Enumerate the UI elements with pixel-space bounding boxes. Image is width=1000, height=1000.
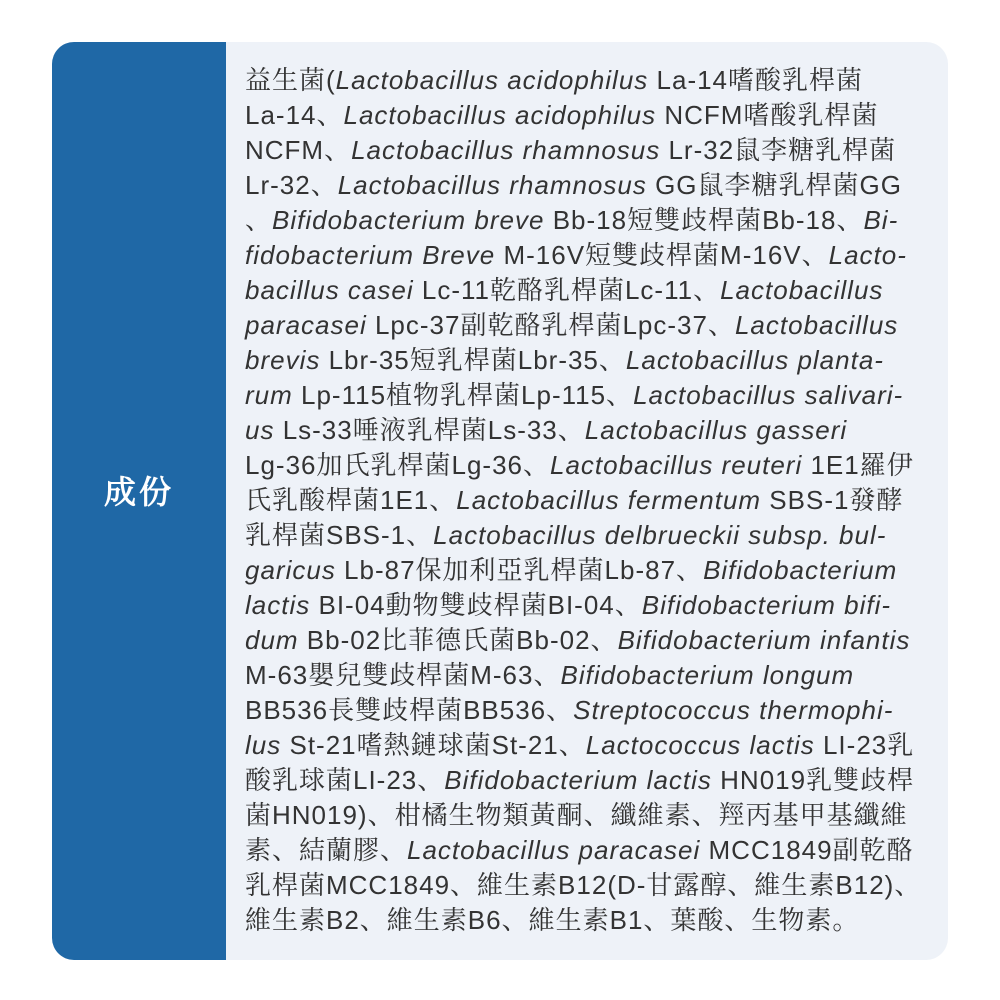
ingredient-line — [245, 693, 936, 728]
ingredient-line — [245, 798, 936, 833]
ingredient-scientific-name: Lactobacillus rhamnosus — [351, 135, 661, 165]
ingredient-line — [245, 903, 936, 938]
ingredient-text: 菌HN019)、柑橘生物類黃酮、纖維素、羥丙基甲基纖維 — [245, 800, 908, 830]
ingredient-scientific-name: Lactobacillus rhamnosus — [337, 170, 647, 200]
ingredient-line — [245, 203, 936, 238]
ingredient-text: M-63嬰兒雙歧桿菌M-63、 — [245, 660, 561, 690]
ingredient-text: NCFM、 — [245, 135, 352, 165]
ingredient-scientific-name: Lactobacillus — [720, 275, 884, 305]
ingredient-scientific-name: Lactobacillus — [734, 310, 899, 340]
ingredient-scientific-name: Bifidobacterium longum — [560, 660, 855, 690]
ingredient-text: BB536長雙歧桿菌BB536、 — [245, 695, 574, 725]
label-panel — [52, 42, 226, 960]
ingredient-line — [245, 133, 936, 168]
ingredient-scientific-name: Bifidobacterium bifi- — [641, 590, 892, 620]
ingredient-text: 維生素B2、維生素B6、維生素B1、葉酸、生物素。 — [245, 905, 860, 935]
ingredient-text: MCC1849副乾酪 — [700, 835, 914, 865]
ingredient-line — [245, 343, 936, 378]
ingredient-line — [245, 238, 936, 273]
ingredient-scientific-name: Bi- — [863, 205, 899, 235]
ingredient-text: 素、結蘭膠、 — [245, 835, 408, 865]
ingredient-scientific-name: Lactobacillus salivari- — [633, 380, 904, 410]
ingredient-text: 酸乳球菌LI-23、 — [245, 765, 445, 795]
ingredient-text: 益生菌( — [245, 65, 336, 95]
ingredient-scientific-name: garicus — [245, 555, 336, 585]
ingredient-text: Bb-02比菲德氏菌Bb-02、 — [298, 625, 618, 655]
ingredient-line — [245, 168, 936, 203]
ingredient-text: Lc-11乾酪乳桿菌Lc-11、 — [413, 275, 721, 305]
ingredient-text: Bb-18短雙歧桿菌Bb-18、 — [544, 205, 864, 235]
ingredient-text: Lr-32、 — [245, 170, 338, 200]
ingredient-scientific-name: Lactobacillus acidophilus — [343, 100, 657, 130]
ingredient-scientific-name: paracasei — [245, 310, 367, 340]
ingredient-scientific-name: Lactobacillus reuteri — [550, 450, 803, 480]
ingredient-text: SBS-1發酵 — [761, 485, 904, 515]
ingredient-scientific-name: rum — [245, 380, 293, 410]
ingredient-card — [52, 42, 948, 960]
ingredient-line — [245, 833, 936, 868]
ingredients-panel — [226, 42, 948, 960]
ingredient-scientific-name: Streptococcus thermophi- — [573, 695, 894, 725]
ingredient-scientific-name: us — [245, 415, 275, 445]
ingredient-text: Lbr-35短乳桿菌Lbr-35、 — [320, 345, 626, 375]
ingredient-text: La-14、 — [245, 100, 344, 130]
ingredient-line — [245, 378, 936, 413]
ingredient-text: 乳桿菌SBS-1、 — [245, 520, 434, 550]
ingredient-scientific-name: Lactobacillus paracasei — [407, 835, 701, 865]
ingredient-line — [245, 308, 936, 343]
ingredient-line — [245, 448, 936, 483]
ingredient-text: Lpc-37副乾酪乳桿菌Lpc-37、 — [366, 310, 735, 340]
section-label: 成份 — [103, 474, 174, 510]
ingredient-scientific-name: Bifidobacterium lactis — [444, 765, 712, 795]
ingredient-scientific-name: fidobacterium Breve — [245, 240, 496, 270]
ingredient-scientific-name: brevis — [245, 345, 321, 375]
ingredient-text: 1E1羅伊 — [802, 450, 914, 480]
ingredient-text: BI-04動物雙歧桿菌BI-04、 — [310, 590, 642, 620]
ingredient-scientific-name: Lactobacillus delbrueckii subsp. bul- — [433, 520, 887, 550]
ingredient-scientific-name: Lactobacillus planta- — [625, 345, 884, 375]
ingredient-text: St-21嗜熱鏈球菌St-21、 — [281, 730, 586, 760]
ingredient-text: La-14嗜酸乳桿菌 — [648, 65, 864, 95]
ingredient-scientific-name: Lactococcus lactis — [585, 730, 815, 760]
ingredient-text: M-16V短雙歧桿菌M-16V、 — [495, 240, 829, 270]
ingredient-scientific-name: Bifidobacterium — [703, 555, 898, 585]
ingredient-scientific-name: bacillus casei — [245, 275, 414, 305]
ingredient-scientific-name: lus — [245, 730, 282, 760]
ingredient-text: Lp-115植物乳桿菌Lp-115、 — [292, 380, 634, 410]
ingredient-line — [245, 728, 936, 763]
ingredient-scientific-name: dum — [245, 625, 299, 655]
ingredient-scientific-name: Lacto- — [828, 240, 907, 270]
ingredient-line — [245, 483, 936, 518]
ingredient-line — [245, 518, 936, 553]
ingredient-text: HN019乳雙歧桿 — [711, 765, 915, 795]
ingredient-scientific-name: Bifidobacterium infantis — [617, 625, 911, 655]
ingredient-text: 乳桿菌MCC1849、維生素B12(D-甘露醇、維生素B12)、 — [245, 870, 922, 900]
ingredient-scientific-name: Lactobacillus acidophilus — [335, 65, 649, 95]
ingredient-text: Lr-32鼠李糖乳桿菌 — [660, 135, 897, 165]
ingredient-line — [245, 553, 936, 588]
ingredient-text: LI-23乳 — [814, 730, 915, 760]
ingredient-scientific-name: Bifidobacterium breve — [272, 205, 545, 235]
ingredient-text: 、 — [245, 205, 273, 235]
ingredient-scientific-name: lactis — [245, 590, 311, 620]
ingredient-scientific-name: Lactobacillus gasseri — [584, 415, 848, 445]
ingredient-text: Ls-33唾液乳桿菌Ls-33、 — [274, 415, 585, 445]
ingredient-line — [245, 658, 936, 693]
ingredient-line — [245, 763, 936, 798]
ingredient-text: GG鼠李糖乳桿菌GG — [646, 170, 902, 200]
ingredient-text: Lg-36加氏乳桿菌Lg-36、 — [245, 450, 550, 480]
ingredient-line — [245, 273, 936, 308]
ingredient-text: Lb-87保加利亞乳桿菌Lb-87、 — [335, 555, 704, 585]
ingredient-scientific-name: Lactobacillus fermentum — [456, 485, 762, 515]
ingredient-line — [245, 623, 936, 658]
ingredient-line — [245, 868, 936, 903]
ingredient-line — [245, 98, 936, 133]
ingredient-line — [245, 413, 936, 448]
ingredient-line — [245, 63, 936, 98]
ingredient-text: 氏乳酸桿菌1E1、 — [245, 485, 457, 515]
ingredient-line — [245, 588, 936, 623]
ingredients-text — [245, 63, 936, 938]
ingredient-text: NCFM嗜酸乳桿菌 — [656, 100, 879, 130]
